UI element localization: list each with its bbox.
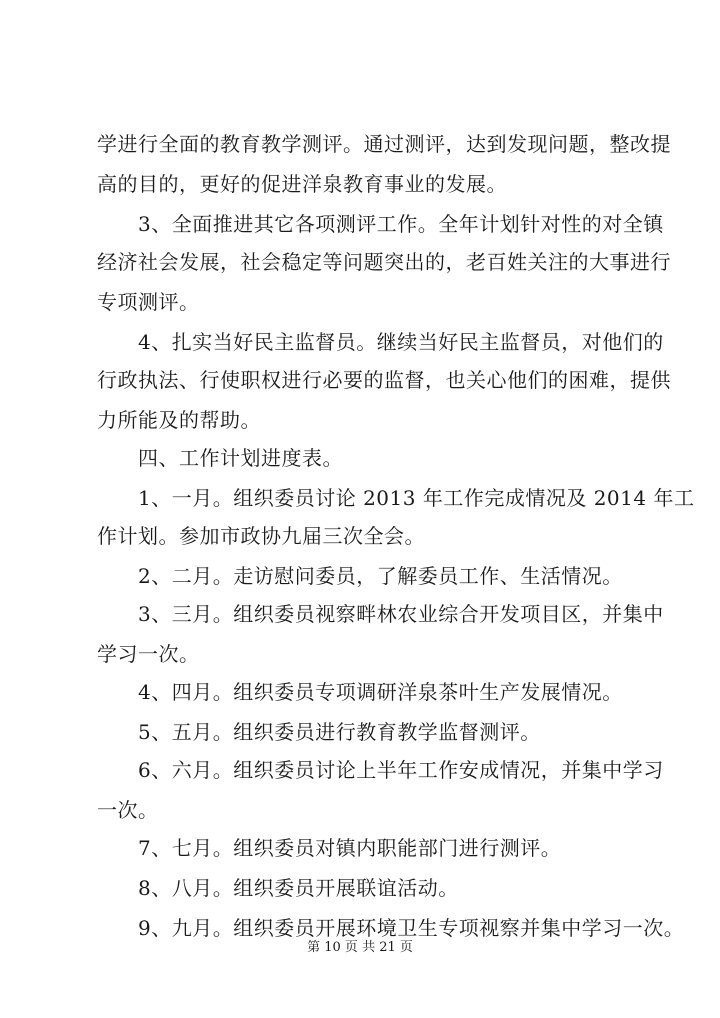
text-line: 2、二月。走访慰问委员，了解委员工作、生活情况。 bbox=[138, 564, 623, 588]
text-line: 4、扎实当好民主监督员。继续当好民主监督员，对他们的 bbox=[138, 330, 664, 354]
text-line: 行政执法、行使职权进行必要的监督，也关心他们的困难，提供 bbox=[97, 368, 671, 392]
text-line: 9、九月。组织委员开展环境卫生专项视察并集中学习一次。 bbox=[138, 916, 685, 940]
text-line: 7、七月。组织委员对镇内职能部门进行测评。 bbox=[138, 836, 562, 860]
text-line: 高的目的，更好的促进洋泉教育事业的发展。 bbox=[97, 172, 507, 196]
text-line: 8、八月。组织委员开展联谊活动。 bbox=[138, 876, 459, 900]
text-line: 4、四月。组织委员专项调研洋泉茶叶生产发展情况。 bbox=[138, 680, 623, 704]
text-line: 3、全面推进其它各项测评工作。全年计划针对性的对全镇 bbox=[138, 212, 664, 236]
text-line: 学习一次。 bbox=[97, 642, 200, 666]
text-line: 作计划。参加市政协九届三次全会。 bbox=[97, 524, 425, 548]
page-number-footer: 第 10 页 共 21 页 bbox=[307, 940, 413, 955]
text-line: 5、五月。组织委员进行教育教学监督测评。 bbox=[138, 720, 541, 744]
text-line: 专项测评。 bbox=[97, 290, 200, 314]
text-line: 6、六月。组织委员讨论上半年工作安成情况，并集中学习 bbox=[138, 758, 664, 782]
text-line: 1、一月。组织委员讨论 2013 年工作完成情况及 2014 年工 bbox=[138, 486, 695, 510]
text-line: 力所能及的帮助。 bbox=[97, 408, 261, 432]
text-line: 一次。 bbox=[97, 798, 159, 822]
text-line: 经济社会发展，社会稳定等问题突出的，老百姓关注的大事进行 bbox=[97, 250, 671, 274]
text-line: 3、三月。组织委员视察畔林农业综合开发项目区，并集中 bbox=[138, 602, 664, 626]
section-heading: 四、工作计划进度表。 bbox=[138, 446, 343, 470]
text-line: 学进行全面的教育教学测评。通过测评，达到发现问题，整改提 bbox=[97, 132, 671, 156]
